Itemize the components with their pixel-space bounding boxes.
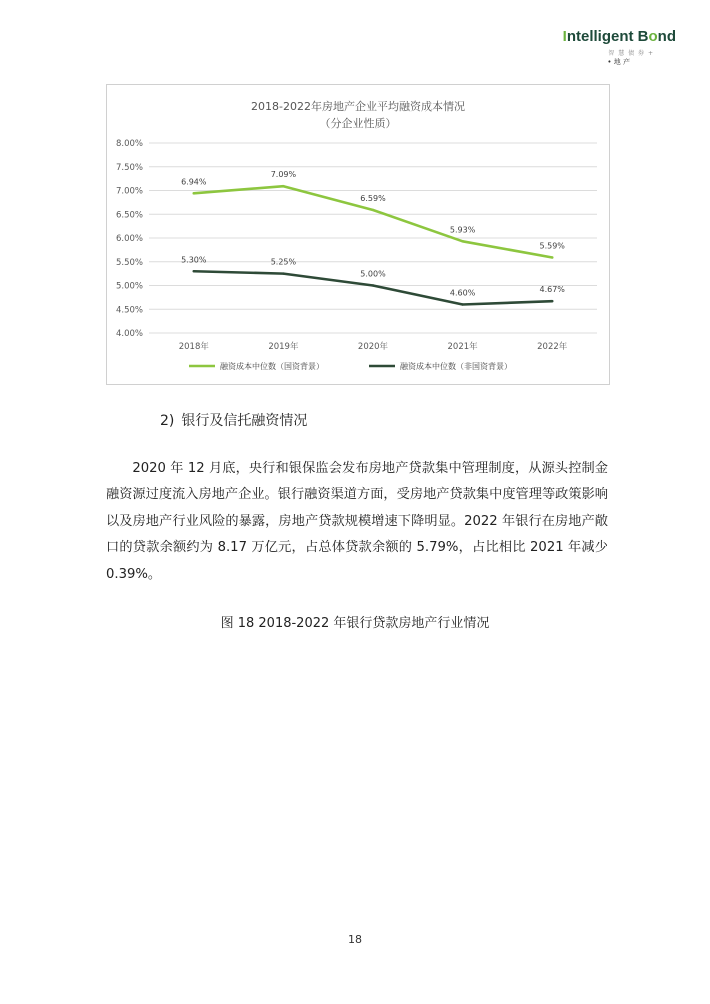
y-tick-label: 8.00% — [115, 139, 143, 149]
y-tick-label: 6.50% — [115, 210, 143, 221]
y-tick-label: 4.50% — [115, 305, 143, 316]
x-tick-label: 2022年 — [537, 342, 568, 352]
y-tick-label: 5.50% — [115, 257, 143, 268]
data-point — [461, 240, 463, 242]
data-point — [551, 300, 553, 302]
data-point — [551, 256, 553, 258]
x-tick-label: 2018年 — [178, 342, 209, 352]
y-tick-label: 7.50% — [115, 162, 143, 173]
data-label: 4.60% — [449, 288, 476, 298]
x-tick-label: 2020年 — [357, 342, 389, 352]
data-point — [372, 284, 374, 286]
data-label: 6.94% — [181, 177, 207, 187]
y-tick-label: 5.00% — [115, 281, 143, 292]
legend-label-2: 融资成本中位数（非国资背景） — [400, 362, 512, 371]
data-label: 5.00% — [360, 269, 386, 279]
data-point — [282, 272, 284, 274]
line-chart — [107, 85, 609, 384]
data-point — [372, 209, 374, 211]
data-point — [461, 303, 463, 305]
brand-logo — [556, 24, 676, 74]
chart-title: 2018-2022年房地产企业平均融资成本情况 — [251, 100, 465, 113]
data-label: 4.67% — [539, 285, 565, 295]
data-label: 7.09% — [270, 170, 297, 180]
x-tick-label: 2019年 — [268, 342, 299, 352]
section-heading: 2) 银行及信托融资情况 — [160, 413, 308, 429]
data-label: 5.59% — [539, 241, 565, 251]
y-tick-label: 6.00% — [115, 234, 143, 244]
logo-wordmark: Intelligent Bond — [562, 28, 676, 45]
chart-container — [106, 84, 610, 385]
y-tick-label: 4.00% — [115, 329, 143, 339]
data-point — [193, 192, 195, 194]
chart-subtitle: （分企业性质） — [319, 117, 397, 130]
logo-subtitle: 智 慧 债 券 + — [608, 50, 654, 57]
x-tick-label: 2021年 — [447, 342, 478, 352]
data-point — [282, 185, 284, 187]
body-paragraph: 2020 年 12 月底，央行和银保监会发布房地产贷款集中管理制度，从源头控制金融资源过度流入房地产企业。银行融资渠道方面，受房地产贷款集中度管理等政策影响以及房地产行业风险的暴露，房地产贷款规模增速下降明显。2022 年银行在房地产敞口的贷款余额约为 8.17 万亿元，占总体贷款余额的 5.79%，占比相比 2021 年减少 0.39%。 — [106, 461, 608, 582]
data-label: 5.93% — [449, 225, 476, 235]
y-tick-label: 7.00% — [115, 186, 143, 197]
figure-caption: 图 18 2018-2022 年银行贷款房地产行业情况 — [220, 616, 490, 631]
logo-tag: • 地 产 — [607, 58, 630, 66]
data-label: 5.30% — [181, 255, 207, 265]
legend-label-1: 融资成本中位数（国资背景） — [220, 362, 324, 371]
page-number: 18 — [348, 933, 362, 946]
data-label: 6.59% — [360, 193, 386, 203]
data-label: 5.25% — [270, 257, 297, 267]
data-point — [193, 270, 195, 272]
